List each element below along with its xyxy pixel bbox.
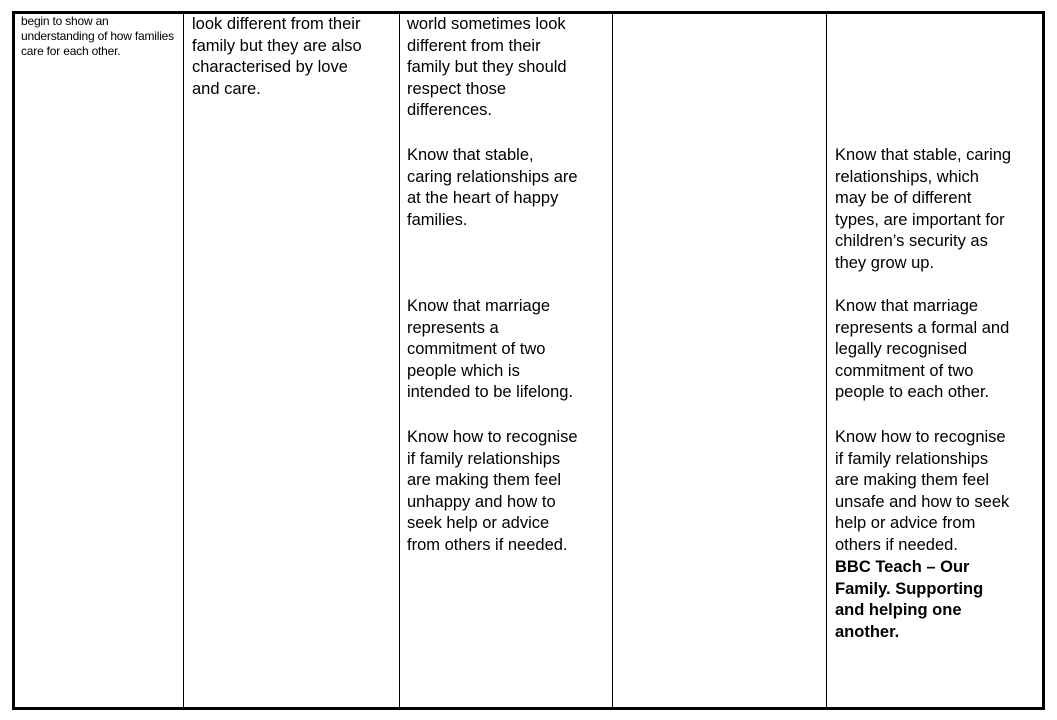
col3-paragraph-4: Know how to recognise if family relationships are making them feel unhappy and how to seek help or advice from others if needed. bbox=[407, 428, 578, 554]
col1-text: begin to show an understanding of how families care for each other. bbox=[21, 14, 174, 58]
col3-paragraph-2: Know that stable, caring relationships are at the heart of happy families. bbox=[407, 146, 578, 229]
col2-paragraph: look different from their family but they are also characterised by love and care. bbox=[192, 15, 362, 98]
col5-paragraph-2: Know that marriage represents a formal and legally recognised commitment of two people to each other. bbox=[835, 297, 1010, 402]
column-divider bbox=[826, 11, 827, 710]
col5-resource-link: BBC Teach – Our Family. Supporting and helping one another. bbox=[835, 558, 984, 641]
col5-paragraph-3: Know how to recognise if family relationships are making them feel unsafe and how to seek help or advice from others if needed. bbox=[835, 428, 1010, 554]
col3-paragraph-3: Know that marriage represents a commitment of two people which is intended to be lifelong. bbox=[407, 297, 574, 402]
col3-paragraph-1: world sometimes look different from their family but they should respect those differences. bbox=[407, 15, 567, 120]
column-divider bbox=[399, 11, 400, 710]
col5-paragraph-1: Know that stable, caring relationships, which may be of different types, are important for children’s security as they grow up. bbox=[835, 146, 1012, 272]
column-divider bbox=[183, 11, 184, 710]
